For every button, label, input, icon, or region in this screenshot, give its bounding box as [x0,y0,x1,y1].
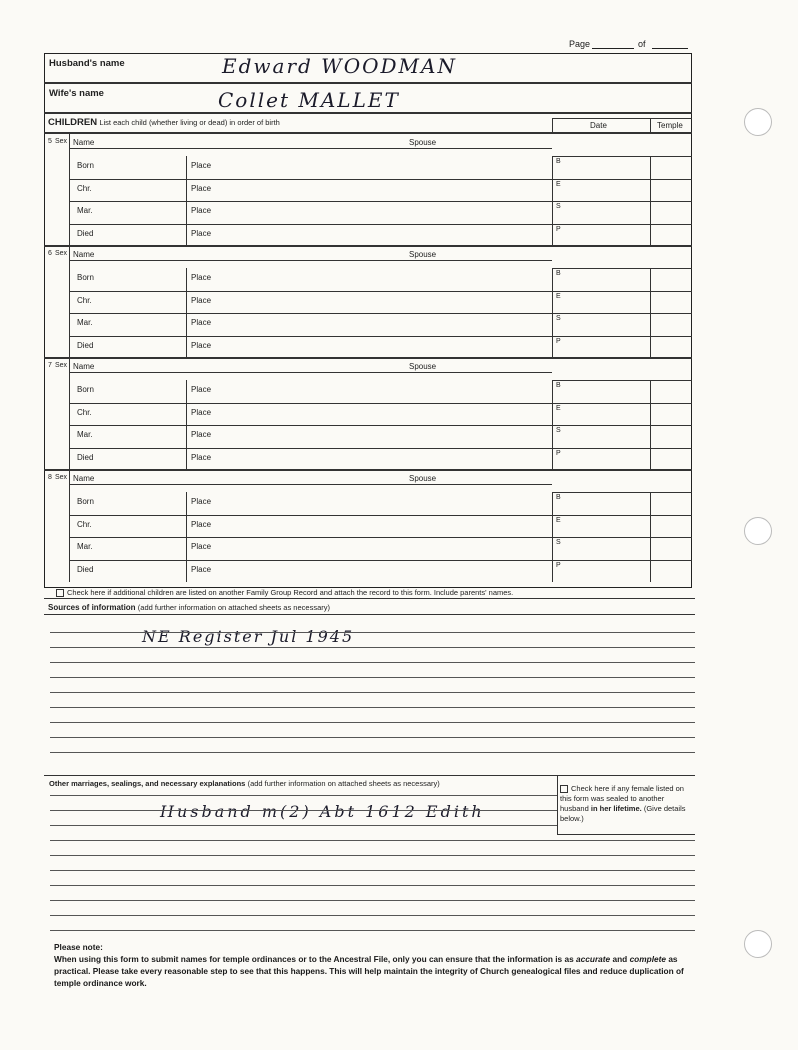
child-name-label: Name [73,250,95,259]
divider [69,484,552,485]
sources-hint: (add further information on attached sheets as necessary) [137,603,330,612]
divider [69,201,692,202]
ordinance-letter: E [556,517,561,524]
divider [69,246,70,358]
ruled-line [50,737,695,738]
event-label: Mar. [77,430,93,439]
female-check-text-b: (Give details below.) [560,804,686,823]
female-check-text-bold: in her lifetime. [590,804,642,813]
note-title: Please note: [54,942,103,952]
place-label: Place [191,318,212,327]
divider [44,82,692,84]
additional-children-checkbox[interactable] [56,589,64,597]
ordinance-letter: E [556,293,561,300]
note-complete: complete [629,954,666,964]
ordinance-letter: S [556,427,561,434]
place-label: Place [191,385,212,394]
other-marriages-hint: (add further information on attached sheets as necessary) [247,779,440,788]
place-label: Place [191,206,212,215]
child-name-label: Name [73,474,95,483]
place-label: Place [191,542,212,551]
ordinance-letter: E [556,181,561,188]
date-column-header: Date [590,121,607,130]
child-number: 5 [48,138,52,145]
note-and: and [612,954,628,964]
child-sex-label: Sex [55,250,68,257]
child-spouse-label: Spouse [409,250,437,259]
page-number-field [569,39,590,49]
divider [69,224,692,225]
divider [69,372,552,373]
divider [69,358,70,470]
child-spouse-label: Spouse [409,474,437,483]
ruled-line [50,647,695,648]
divider [552,492,692,493]
event-label: Mar. [77,542,93,551]
place-label: Place [191,430,212,439]
divider [69,425,692,426]
ordinance-letter: B [556,158,561,165]
divider [69,134,70,246]
sources-label: Sources of information [48,603,136,612]
divider [557,776,558,835]
event-label: Born [77,273,94,282]
divider [69,403,692,404]
ordinance-letter: S [556,315,561,322]
divider [44,469,692,471]
event-label: Died [77,341,94,350]
note-text-2: as practical. Please take every reasonable step to see that this happens. This will help maintain the integrity of Church genealogical files and reduce duplication of temple ordinance work. [54,954,684,988]
ruled-line [50,810,557,811]
husband-name-value[interactable]: Edward WOODMAN [222,54,457,78]
child-name-label: Name [73,362,95,371]
additional-children-text: Check here if additional children are listed on another Family Group Record and attach the record to this form. Include parents' names. [67,588,514,597]
place-label: Place [191,229,212,238]
ruled-line [50,840,695,841]
divider [44,357,692,359]
ruled-line [50,722,695,723]
ordinance-letter: P [556,226,561,233]
divider [69,336,692,337]
place-label: Place [191,273,212,282]
divider [69,179,692,180]
divider [44,775,695,776]
place-label: Place [191,161,212,170]
husband-name-label: Husband's name [49,58,125,69]
children-instructions: List each child (whether living or dead) in order of birth [99,118,280,127]
other-marriages-label: Other marriages, sealings, and necessary explanations [49,779,246,788]
children-header [48,117,280,128]
divider [552,118,692,119]
page-label: Page [569,39,591,49]
page-total-line [652,48,688,49]
ruled-line [50,662,695,663]
wife-name-label: Wife's name [49,88,104,99]
event-label: Chr. [77,184,92,193]
divider [44,614,695,615]
binder-hole [744,517,772,545]
ruled-line [50,870,695,871]
ordinance-letter: P [556,562,561,569]
ruled-line [50,825,557,826]
divider [650,118,651,132]
event-label: Born [77,385,94,394]
ruled-line [50,752,695,753]
binder-hole [744,108,772,136]
sources-header [48,603,330,612]
divider [552,268,692,269]
place-label: Place [191,520,212,529]
divider [44,598,695,599]
event-label: Mar. [77,318,93,327]
place-label: Place [191,408,212,417]
divider [552,380,692,381]
temple-column-header: Temple [657,121,683,130]
ordinance-letter: P [556,450,561,457]
ruled-line [50,632,695,633]
event-label: Chr. [77,520,92,529]
child-spouse-label: Spouse [409,362,437,371]
ruled-line [50,795,557,796]
ruled-line [50,930,695,931]
place-label: Place [191,184,212,193]
divider [557,834,695,835]
divider [552,118,553,132]
divider [69,515,692,516]
ordinance-letter: S [556,539,561,546]
ordinance-letter: B [556,494,561,501]
binder-hole [744,930,772,958]
ruled-line [50,692,695,693]
note-text-1: When using this form to submit names for temple ordinances or to the Ancestral File, only you can ensure that the information is as [54,954,574,964]
event-label: Died [77,453,94,462]
divider [69,291,692,292]
female-check-text-a: Check here if any female listed on this form was sealed to another husband [560,784,684,813]
place-label: Place [191,565,212,574]
other-marriages-header [49,779,440,788]
ruled-line [50,677,695,678]
child-sex-label: Sex [55,474,68,481]
divider [69,470,70,582]
event-label: Born [77,161,94,170]
child-sex-label: Sex [55,138,68,145]
ordinance-letter: B [556,382,561,389]
event-label: Mar. [77,206,93,215]
place-label: Place [191,341,212,350]
place-label: Place [191,497,212,506]
divider [69,448,692,449]
page-number-line [592,48,634,49]
child-number: 7 [48,362,52,369]
wife-name-value[interactable]: Collet MALLET [218,88,400,112]
ordinance-letter: S [556,203,561,210]
ruled-line [50,707,695,708]
other-marriages-entry[interactable]: Husband m(2) Abt 1612 Edith [160,802,485,821]
sources-entry[interactable]: NE Register Jul 1945 [142,627,355,646]
child-spouse-label: Spouse [409,138,437,147]
female-sealing-checkbox[interactable] [560,785,568,793]
child-number: 6 [48,250,52,257]
ordinance-letter: P [556,338,561,345]
ruled-line [50,915,695,916]
children-title: CHILDREN [48,117,98,128]
divider [44,245,692,247]
place-label: Place [191,453,212,462]
child-name-label: Name [73,138,95,147]
additional-children-row[interactable] [56,588,513,597]
ruled-line [50,885,695,886]
female-sealing-check[interactable] [560,784,694,824]
ruled-line [50,855,695,856]
child-number: 8 [48,474,52,481]
event-label: Chr. [77,408,92,417]
please-note [54,941,694,989]
place-label: Place [191,296,212,305]
event-label: Died [77,229,94,238]
divider [44,132,692,134]
event-label: Chr. [77,296,92,305]
divider [69,560,692,561]
divider [69,148,552,149]
note-accurate: accurate [576,954,611,964]
event-label: Died [77,565,94,574]
event-label: Born [77,497,94,506]
ordinance-letter: E [556,405,561,412]
child-sex-label: Sex [55,362,68,369]
ruled-line [50,900,695,901]
divider [69,313,692,314]
ordinance-letter: B [556,270,561,277]
divider [69,537,692,538]
divider [44,112,692,114]
divider [69,260,552,261]
page-of-label: of [638,39,646,49]
divider [552,156,692,157]
